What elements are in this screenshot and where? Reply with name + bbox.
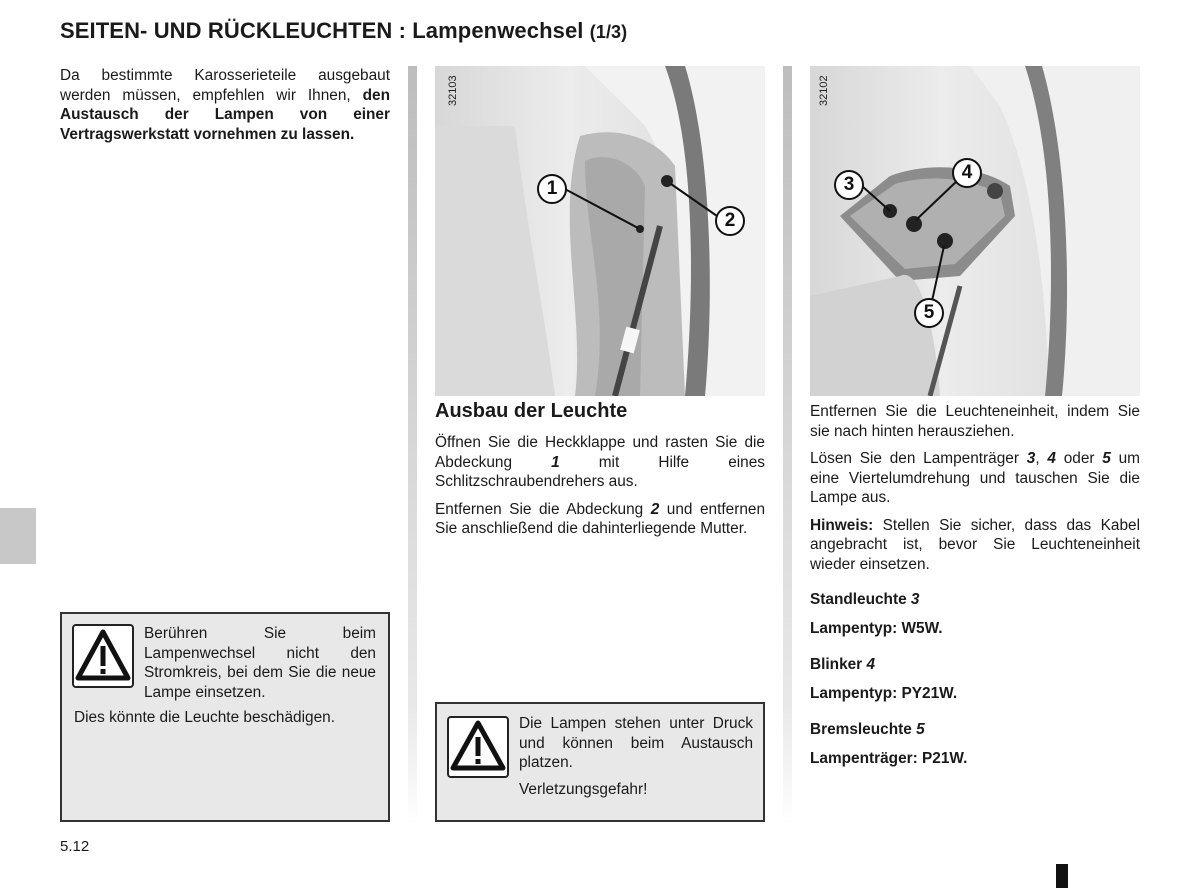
callout-3: 3 xyxy=(834,170,864,200)
warning-middle-text: Die Lampen stehen unter Druck und können beim Austausch platzen. xyxy=(519,715,753,771)
spec-blinker-label: Blinker 4 xyxy=(810,656,876,673)
chapter-tab xyxy=(0,508,36,564)
page-title-part: (1/3) xyxy=(589,22,628,42)
page-edge-marker xyxy=(1056,864,1068,888)
warning-middle-note: Verletzungsgefahr! xyxy=(519,781,648,798)
section-paragraph-1: Öffnen Sie die Heckklappe und rasten Sie die Abdeckung 1 mit Hilfe eines Schlitzschraubendrehers aus. xyxy=(435,434,765,490)
page-number: 5.12 xyxy=(60,838,90,855)
warning-left-note: Dies könnte die Leuchte beschädigen. xyxy=(74,709,335,726)
warning-left-text: Berühren Sie beim Lampenwechsel nicht den Stromkreis, bei dem Sie die neue Lampe einsetzen. xyxy=(144,625,376,701)
spec-standleuchte-label: Standleuchte 3 xyxy=(810,591,920,608)
spec-blinker-type: Lampentyp: PY21W. xyxy=(810,685,958,702)
warning-triangle-icon xyxy=(447,716,509,778)
spec-standleuchte-type: Lampentyp: W5W. xyxy=(810,620,943,637)
page-title: SEITEN- UND RÜCKLEUCHTEN : Lampenwechsel (1/3) xyxy=(60,18,628,43)
warning-box-middle xyxy=(435,702,765,822)
callout-5: 5 xyxy=(914,298,944,328)
column-divider-left xyxy=(408,66,417,826)
column-divider-right xyxy=(783,66,792,826)
figure-tail-light-cover xyxy=(435,66,765,396)
intro-emphasis: den Austausch der Lampen von einer Vertragswerkstatt vornehmen zu lassen. xyxy=(60,86,390,143)
spec-bremsleuchte-type: Lampenträger: P21W. xyxy=(810,750,968,767)
right-hint: Hinweis: Stellen Sie sicher, dass das Kabel angebracht ist, bevor Sie Leuchteneinheit wieder einsetzen. xyxy=(810,516,1140,573)
callout-2: 2 xyxy=(715,206,745,236)
right-paragraph-1: Entfernen Sie die Leuchteneinheit, indem Sie sie nach hinten herausziehen. xyxy=(810,403,1140,440)
warning-triangle-icon xyxy=(72,624,134,688)
figure-number: 32103 xyxy=(447,75,459,106)
section-heading: Ausbau der Leuchte xyxy=(435,400,628,422)
figure-tail-light-unit xyxy=(810,66,1140,396)
spec-bremsleuchte-label: Bremsleuchte 5 xyxy=(810,721,925,738)
callout-1: 1 xyxy=(537,174,567,204)
right-body xyxy=(810,402,1140,582)
callout-4: 4 xyxy=(952,158,982,188)
section-paragraph-2: Entfernen Sie die Abdeckung 2 und entfernen Sie anschließend die dahinterliegende Mutter. xyxy=(435,500,766,537)
warning-box-left xyxy=(60,612,390,822)
figure-number: 32102 xyxy=(818,75,830,106)
section-body xyxy=(435,433,765,547)
intro-paragraph: Da bestimmte Karosserieteile ausgebaut werden müssen, empfehlen wir Ihnen, den Austausch der Lampen von einer Vertragswerkstatt vornehmen zu lassen. xyxy=(60,67,390,143)
right-paragraph-2: Lösen Sie den Lampenträger 3, 4 oder 5 um eine Viertelumdrehung und tauschen Sie die Lampe aus. xyxy=(810,450,1140,506)
